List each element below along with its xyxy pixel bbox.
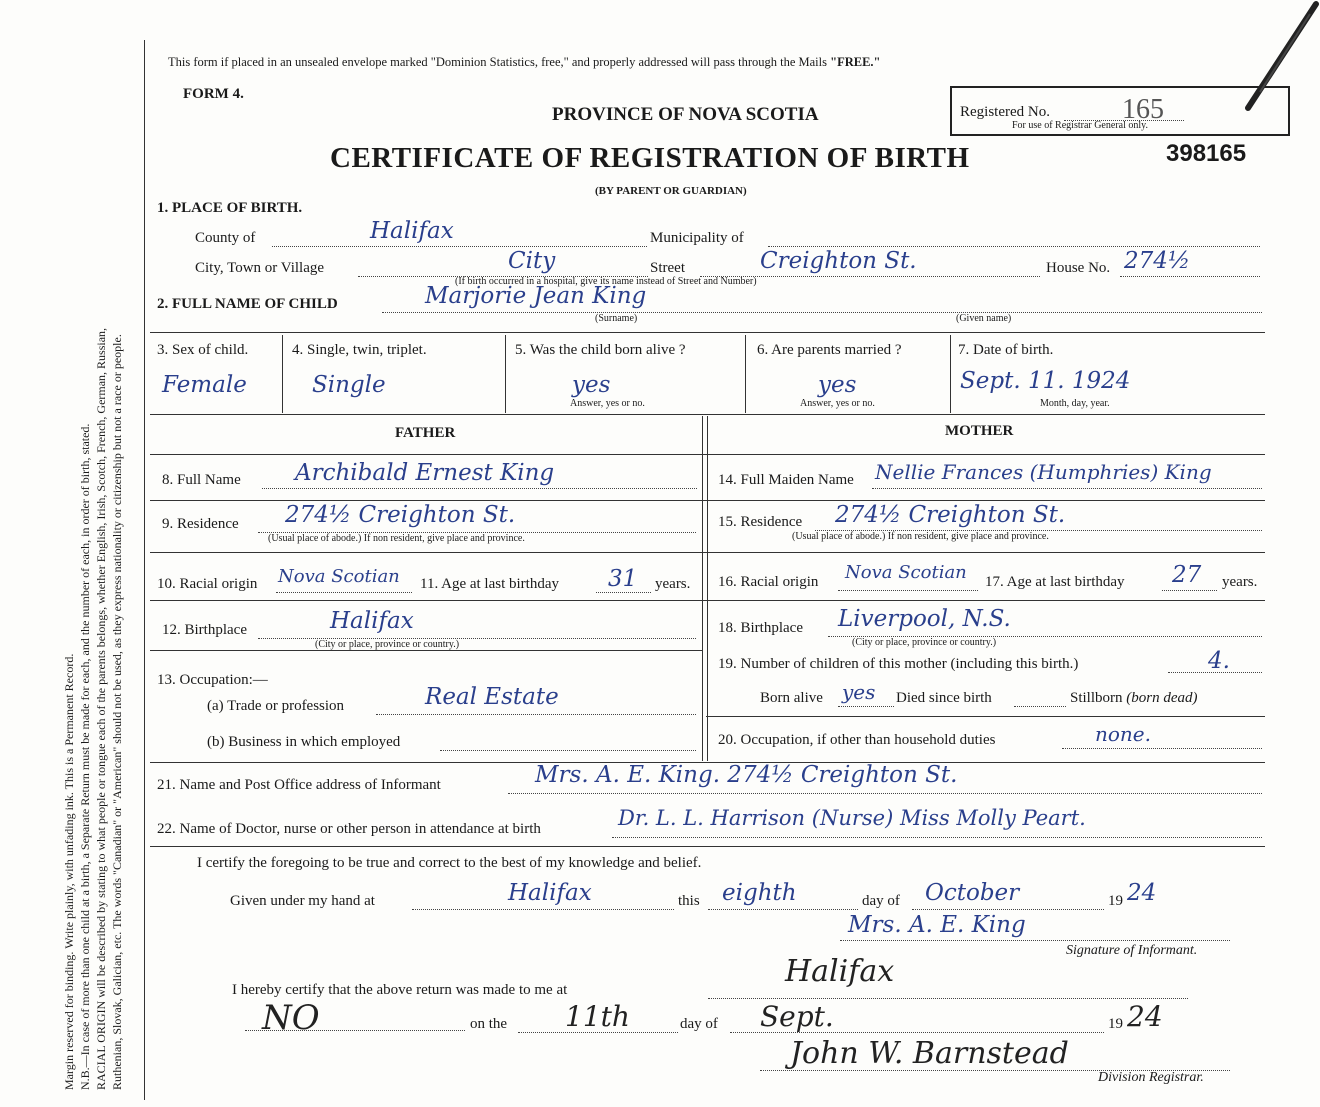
street-value: Creighton St.	[760, 248, 917, 274]
house-label: House No.	[1046, 260, 1111, 276]
date-of-birth-value: Sept. 11. 1924	[960, 368, 1131, 394]
parents-married-value: yes	[818, 372, 857, 398]
margin-rule	[144, 40, 145, 1100]
registrar-place-value: Halifax	[785, 954, 895, 989]
registrar-month-value: Sept.	[760, 1000, 834, 1033]
pen-stroke-mark	[1220, 0, 1320, 120]
city-label: City, Town or Village	[195, 260, 325, 276]
registrar-year-value: 24	[1127, 1000, 1163, 1033]
hospital-note: (If birth occurred in a hospital, give its name instead of Street and Number)	[455, 276, 757, 287]
given-place-value: Halifax	[508, 880, 592, 906]
attendant-label: 22. Name of Doctor, nurse or other person in attendance at birth	[157, 821, 541, 837]
mother-residence-label: 15. Residence	[718, 514, 803, 530]
father-business-label: (b) Business in which employed	[207, 734, 401, 750]
father-racial-label: 10. Racial origin	[157, 576, 258, 592]
stillborn-note: (born dead)	[1126, 690, 1198, 706]
given-name-note: (Given name)	[956, 313, 1012, 324]
informant-value: Mrs. A. E. King. 274½ Creighton St.	[535, 762, 958, 788]
mother-age-value: 27	[1172, 562, 1202, 588]
father-trade-label: (a) Trade or profession	[207, 698, 345, 714]
father-name-label: 8. Full Name	[162, 472, 241, 488]
father-residence-value: 274½ Creighton St.	[285, 502, 516, 528]
mother-racial-value: Nova Scotian	[845, 562, 967, 583]
certificate-subtitle: (BY PARENT OR GUARDIAN)	[595, 185, 747, 197]
serial-number: 398165	[1166, 140, 1247, 167]
informant-signature-label: Signature of Informant.	[1066, 943, 1198, 958]
born-alive-count-label: Born alive	[760, 690, 823, 706]
county-label: County of	[195, 230, 256, 246]
registrar-year-prefix: 19	[1108, 1016, 1123, 1032]
mother-name-value: Nellie Frances (Humphries) King	[875, 460, 1212, 484]
father-birthplace-value: Halifax	[330, 608, 414, 634]
child-name-label: 2. FULL NAME OF CHILD	[157, 296, 338, 312]
house-value: 274½	[1124, 248, 1191, 274]
province-heading: PROVINCE OF NOVA SCOTIA	[552, 104, 819, 125]
parents-married-label: 6. Are parents married ?	[757, 342, 902, 358]
given-year-value: 24	[1127, 880, 1157, 906]
mail-free: "FREE."	[830, 55, 881, 69]
certify-statement: I certify the foregoing to be true and correct to the best of my knowledge and belief.	[197, 855, 702, 871]
mother-residence-value: 274½ Creighton St.	[835, 502, 1066, 528]
father-racial-value: Nova Scotian	[278, 566, 400, 587]
mother-age-unit: years.	[1222, 574, 1258, 590]
informant-signature: Mrs. A. E. King	[848, 912, 1026, 938]
plurality-value: Single	[312, 372, 386, 398]
mail-note: This form if placed in an unsealed envelope marked "Dominion Statistics, free," and properly addressed will pass through the Mails "FREE."	[168, 55, 881, 69]
mother-birthplace-value: Liverpool, N.S.	[838, 606, 1011, 632]
this-label: this	[678, 893, 700, 909]
father-birthplace-note: (City or place, province or country.)	[315, 639, 460, 650]
died-since-birth-label: Died since birth	[896, 690, 992, 706]
mother-occupation-value: none.	[1095, 722, 1151, 746]
registered-value: 165	[1122, 94, 1164, 125]
father-trade-value: Real Estate	[425, 684, 559, 710]
date-of-birth-label: 7. Date of birth.	[958, 342, 1054, 358]
certificate-title: CERTIFICATE OF REGISTRATION OF BIRTH	[330, 142, 970, 174]
father-age-value: 31	[608, 566, 638, 592]
margin-line-3: RACIAL ORIGIN will be described by stating to what people or tongue each of the parents belongs, whether English, Irish, Scotch, French, German, Russian,	[94, 327, 108, 1090]
father-occupation-label: 13. Occupation:—	[157, 672, 268, 688]
sex-value: Female	[162, 372, 247, 398]
date-of-birth-note: Month, day, year.	[1040, 398, 1110, 409]
margin-line-4: Ruthenian, Slovak, Galician, etc. The words "Canadian" or "American" should not be used, as they express nationality or citizenship but not a race or people.	[110, 334, 124, 1090]
born-alive-value: yes	[572, 372, 611, 398]
municipality-label: Municipality of	[650, 230, 744, 246]
registrar-mark: NO	[262, 998, 320, 1038]
born-alive-count-value: yes	[842, 680, 876, 704]
father-residence-label: 9. Residence	[162, 516, 239, 532]
registered-label: Registered No.	[960, 104, 1050, 120]
registrar-day-of-label: day of	[680, 1016, 718, 1032]
mother-residence-note: (Usual place of abode.) If non resident, give place and province.	[792, 531, 1049, 542]
given-under-hand-label: Given under my hand at	[230, 893, 375, 909]
father-birthplace-label: 12. Birthplace	[162, 622, 247, 638]
mother-age-label: 17. Age at last birthday	[985, 574, 1125, 590]
sex-label: 3. Sex of child.	[157, 342, 249, 358]
informant-label: 21. Name and Post Office address of Informant	[157, 777, 441, 793]
attendant-value: Dr. L. L. Harrison (Nurse) Miss Molly Peart.	[618, 806, 1086, 830]
mother-heading: MOTHER	[945, 423, 1014, 439]
plurality-label: 4. Single, twin, triplet.	[292, 342, 427, 358]
registrar-day-value: 11th	[565, 1000, 630, 1033]
registrar-statement: I hereby certify that the above return was made to me at	[232, 982, 568, 998]
parents-married-note: Answer, yes or no.	[800, 398, 875, 409]
given-year-prefix: 19	[1108, 893, 1123, 909]
registrar-signature-label: Division Registrar.	[1098, 1070, 1204, 1085]
father-age-label: 11. Age at last birthday	[420, 576, 559, 592]
mother-birthplace-note: (City or place, province or country.)	[852, 637, 997, 648]
mother-birthplace-label: 18. Birthplace	[718, 620, 803, 636]
born-alive-label: 5. Was the child born alive ?	[515, 342, 686, 358]
street-label: Street	[650, 260, 685, 276]
given-day-of-label: day of	[862, 893, 900, 909]
margin-line-1: Margin reserved for binding. Write plainly, with unfading ink. This is a Permanent Record.	[62, 653, 76, 1090]
city-value: City	[508, 248, 556, 274]
registrar-signature: John W. Barnstead	[790, 1036, 1069, 1071]
born-alive-note: Answer, yes or no.	[570, 398, 645, 409]
mother-children-value: 4.	[1208, 648, 1230, 674]
mother-occupation-label: 20. Occupation, if other than household duties	[718, 732, 996, 748]
father-residence-note: (Usual place of abode.) If non resident, give place and province.	[268, 533, 525, 544]
mother-racial-label: 16. Racial origin	[718, 574, 819, 590]
registrar-on-label: on the	[470, 1016, 508, 1032]
place-of-birth-heading: 1. PLACE OF BIRTH.	[157, 200, 303, 216]
given-month-value: October	[925, 880, 1020, 906]
child-name-value: Marjorie Jean King	[425, 283, 647, 309]
county-value: Halifax	[370, 218, 454, 244]
mother-name-label: 14. Full Maiden Name	[718, 472, 854, 488]
given-day-value: eighth	[722, 880, 797, 906]
form-number: FORM 4.	[183, 86, 244, 102]
surname-note: (Surname)	[595, 313, 638, 324]
father-heading: FATHER	[395, 425, 456, 441]
father-age-unit: years.	[655, 576, 691, 592]
margin-line-2: N.B.—In case of more than one child at a birth, a Separate Return must be made for each, and the number of each, in order of birth, stated.	[78, 423, 92, 1090]
registrar-note: For use of Registrar General only.	[1012, 120, 1148, 131]
mother-children-label: 19. Number of children of this mother (including this birth.)	[718, 656, 1079, 672]
stillborn-label: Stillborn (born dead)	[1070, 690, 1198, 706]
father-name-value: Archibald Ernest King	[295, 460, 555, 486]
